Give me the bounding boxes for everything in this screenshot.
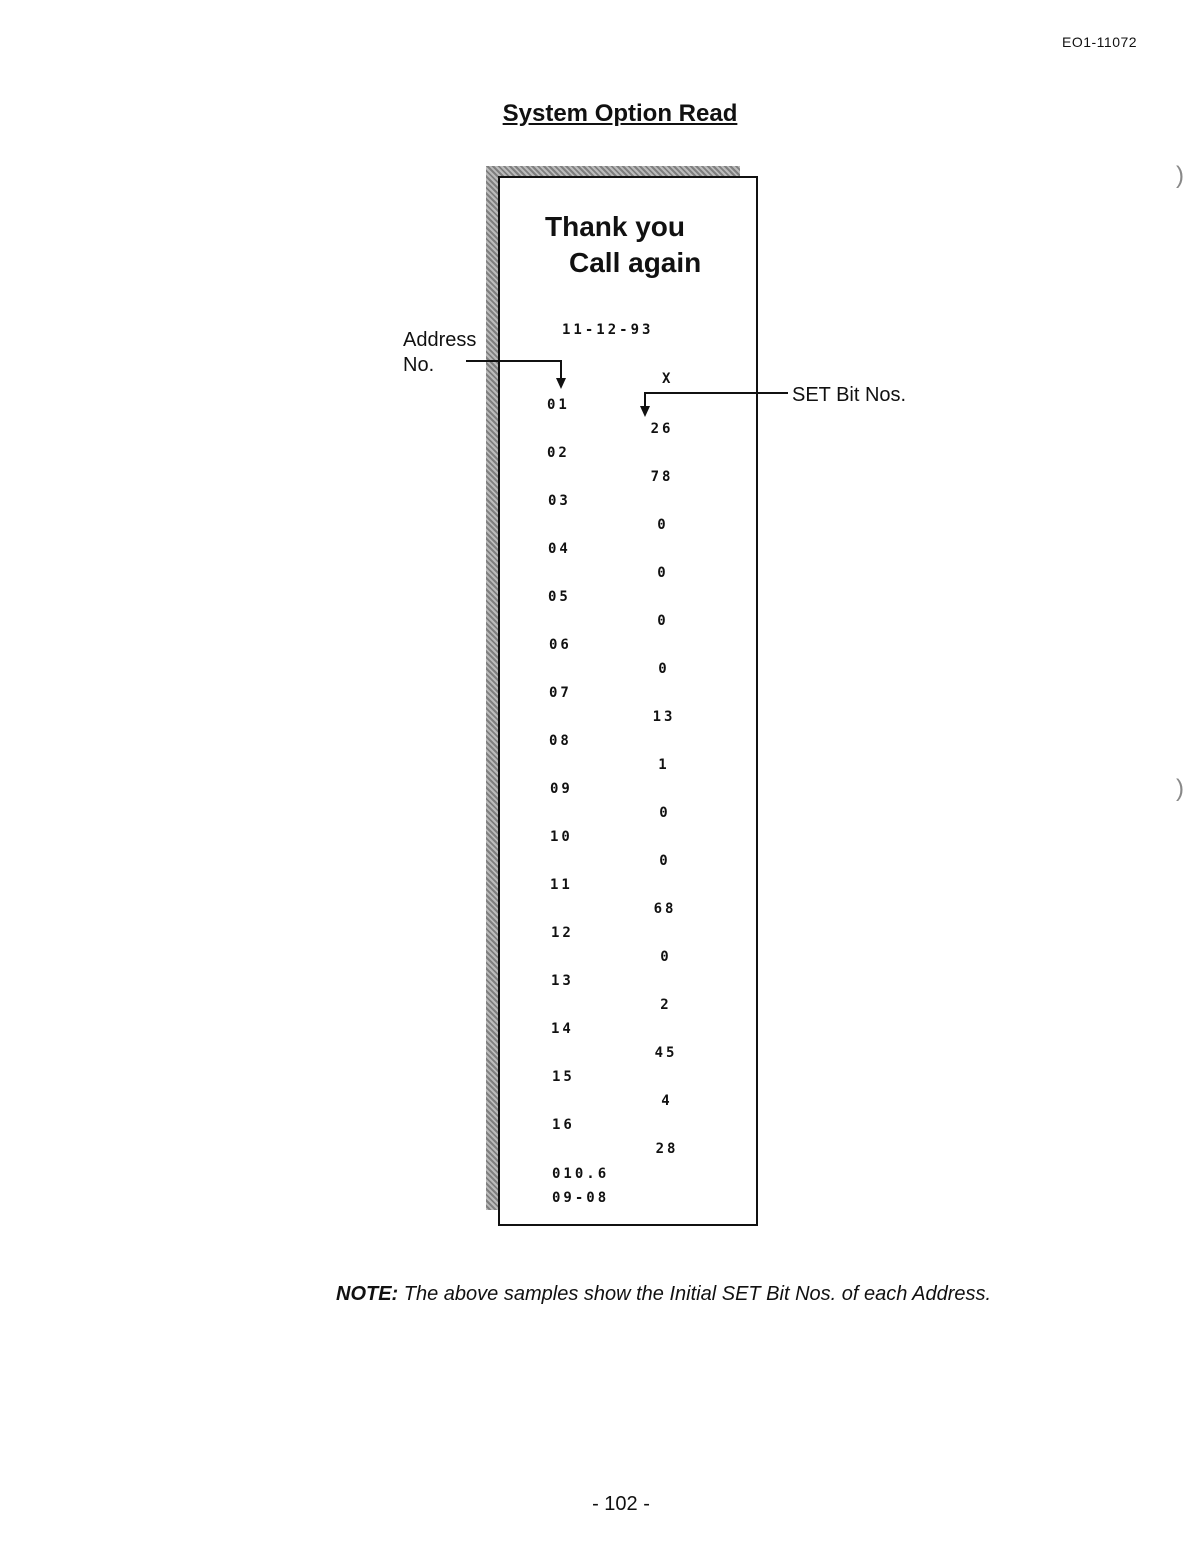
set-bit-arrow-head [640, 406, 650, 417]
note-prefix: NOTE: [336, 1283, 399, 1305]
address-number: 07 [549, 685, 572, 701]
receipt-greeting-line1: Thank you [545, 211, 686, 242]
set-bit-numbers: 0 [660, 949, 672, 965]
note-text: The above samples show the Initial SET Bit Nos. of each Address. [403, 1283, 992, 1305]
set-bit-numbers: 2 [660, 997, 672, 1013]
address-number: 09 [550, 781, 573, 797]
address-number: 15 [552, 1069, 575, 1085]
address-number: 05 [548, 589, 571, 605]
address-number: 03 [548, 493, 571, 509]
margin-mark: ) [1176, 775, 1184, 802]
address-number: 02 [547, 445, 570, 461]
address-number: 13 [551, 973, 574, 989]
address-number: 11 [550, 877, 573, 893]
set-bit-numbers: 45 [654, 1045, 678, 1061]
receipt-date: 11-12-93 [562, 322, 654, 338]
address-number: 01 [547, 397, 570, 413]
address-number: 04 [548, 541, 571, 557]
set-bit-numbers: 28 [655, 1141, 679, 1157]
address-number: 10 [550, 829, 573, 845]
address-arrow-line [466, 361, 561, 380]
receipt-footer-line2: 09-08 [552, 1190, 610, 1206]
set-bit-numbers: 13 [652, 709, 676, 725]
page-title: System Option Read [502, 100, 738, 127]
note [336, 1283, 991, 1306]
receipt-greeting-line2: Call again [569, 247, 702, 278]
address-number: 16 [552, 1117, 575, 1133]
set-bit-numbers: 0 [659, 853, 671, 869]
set-bit-label: SET Bit Nos. [792, 384, 907, 406]
set-bit-numbers: 26 [650, 421, 674, 437]
receipt-footer-line1: 010.6 [552, 1166, 610, 1182]
address-number: 08 [549, 733, 572, 749]
set-bit-numbers: 0 [657, 517, 669, 533]
document-code: EO1-11072 [1062, 34, 1138, 50]
address-number: 14 [551, 1021, 574, 1037]
set-bit-numbers: 0 [659, 805, 671, 821]
set-bit-numbers: 0 [657, 613, 669, 629]
set-bit-numbers: 1 [658, 757, 670, 773]
page-number: - 102 - [592, 1493, 650, 1515]
receipt-x-mark: X [662, 371, 674, 387]
set-bit-numbers: 68 [653, 901, 677, 917]
address-label-line2: No. [403, 354, 435, 376]
address-label-line1: Address [403, 329, 477, 351]
address-arrow-head [556, 378, 566, 389]
set-bit-arrow-line [645, 393, 788, 408]
set-bit-numbers: 0 [657, 565, 669, 581]
address-number: 12 [551, 925, 574, 941]
margin-mark: ) [1176, 162, 1184, 189]
set-bit-numbers: 4 [661, 1093, 673, 1109]
set-bit-numbers: 0 [658, 661, 670, 677]
set-bit-numbers: 78 [650, 469, 674, 485]
address-number: 06 [549, 637, 572, 653]
